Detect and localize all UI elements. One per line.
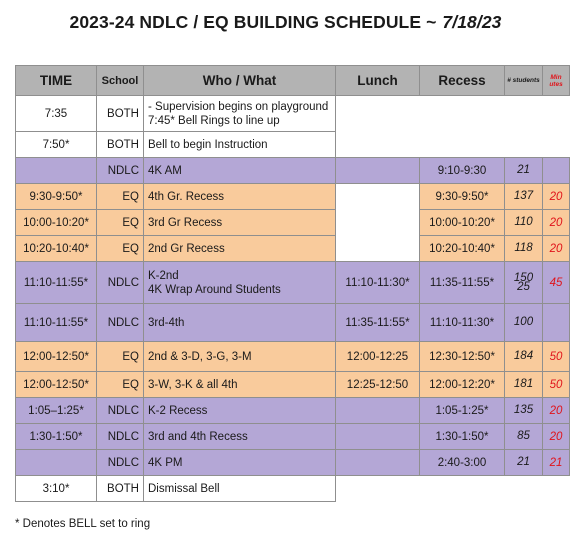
cell-lunch: 11:35-11:55* (336, 304, 420, 342)
header-time: TIME (16, 66, 97, 96)
cell-minutes: 20 (543, 210, 570, 236)
cell-lunch (336, 236, 420, 262)
cell-lunch: 12:00-12:25 (336, 342, 420, 372)
cell-school: BOTH (97, 96, 144, 132)
cell-minutes: 50 (543, 372, 570, 398)
cell-students: 137 (505, 184, 543, 210)
table-row (16, 424, 570, 450)
cell-recess: 9:10-9:30 (420, 158, 505, 184)
cell-school: NDLC (97, 262, 144, 304)
cell-time: 10:00-10:20* (16, 210, 97, 236)
cell-time: 12:00-12:50* (16, 342, 97, 372)
cell-time: 7:50* (16, 132, 97, 158)
cell-who-what: 3rd and 4th Recess (144, 424, 336, 450)
cell-who-what: 4th Gr. Recess (144, 184, 336, 210)
cell-who-what: Dismissal Bell (144, 476, 336, 502)
schedule-table (15, 65, 570, 502)
table-row (16, 304, 570, 342)
cell-lunch: 11:10-11:30* (336, 262, 420, 304)
cell-minutes: 20 (543, 236, 570, 262)
cell-minutes (543, 476, 570, 502)
cell-students (505, 476, 543, 502)
page-title (0, 12, 571, 33)
cell-school: EQ (97, 372, 144, 398)
cell-time: 7:35 (16, 96, 97, 132)
cell-students: 181 (505, 372, 543, 398)
footnote: * Denotes BELL set to ring (15, 518, 151, 530)
cell-recess: 1:05-1:25* (420, 398, 505, 424)
cell-who-what: Bell to begin Instruction (144, 132, 336, 158)
cell-school: BOTH (97, 476, 144, 502)
cell-recess: 12:00-12:20* (420, 372, 505, 398)
cell-minutes: 20 (543, 184, 570, 210)
table-row (16, 158, 570, 184)
cell-time: 1:05–1:25* (16, 398, 97, 424)
cell-students (505, 96, 543, 132)
cell-school: NDLC (97, 450, 144, 476)
header-students: # students (505, 66, 543, 96)
cell-time: 3:10* (16, 476, 97, 502)
cell-recess: 10:00-10:20* (420, 210, 505, 236)
cell-who-what: 3rd Gr Recess (144, 210, 336, 236)
table-row (16, 398, 570, 424)
cell-lunch (336, 398, 420, 424)
cell-time: 11:10-11:55* (16, 304, 97, 342)
cell-school: EQ (97, 236, 144, 262)
cell-recess (420, 132, 505, 158)
cell-recess: 11:10-11:30* (420, 304, 505, 342)
cell-lunch (336, 476, 420, 502)
cell-who-what: 4K AM (144, 158, 336, 184)
table-row (16, 450, 570, 476)
cell-minutes (543, 96, 570, 132)
cell-recess: 11:35-11:55* (420, 262, 505, 304)
table-row (16, 96, 570, 132)
cell-minutes (543, 304, 570, 342)
cell-school: EQ (97, 210, 144, 236)
header-minutes: Min utes (543, 66, 570, 96)
cell-school: NDLC (97, 398, 144, 424)
cell-students: 135 (505, 398, 543, 424)
cell-time: 9:30-9:50* (16, 184, 97, 210)
schedule-body (16, 96, 570, 502)
cell-time: 10:20-10:40* (16, 236, 97, 262)
cell-lunch (336, 158, 420, 184)
cell-who-what: 3-W, 3-K & all 4th (144, 372, 336, 398)
cell-students: 85 (505, 424, 543, 450)
cell-time (16, 158, 97, 184)
cell-recess (420, 476, 505, 502)
cell-recess: 12:30-12:50* (420, 342, 505, 372)
cell-school: NDLC (97, 424, 144, 450)
cell-students (505, 132, 543, 158)
title-main: 2023-24 NDLC / EQ BUILDING SCHEDULE ~ (69, 12, 437, 32)
cell-students: 21 (505, 450, 543, 476)
cell-school: NDLC (97, 304, 144, 342)
cell-lunch (336, 96, 420, 132)
cell-recess: 2:40-3:00 (420, 450, 505, 476)
table-row (16, 342, 570, 372)
cell-recess: 10:20-10:40* (420, 236, 505, 262)
cell-who-what: 4K PM (144, 450, 336, 476)
cell-who-what: 2nd & 3-D, 3-G, 3-M (144, 342, 336, 372)
cell-students: 21 (505, 158, 543, 184)
cell-lunch: 12:25-12:50 (336, 372, 420, 398)
cell-minutes: 20 (543, 398, 570, 424)
cell-who-what: - Supervision begins on playground 7:45* Bell Rings to line up (144, 96, 336, 132)
cell-school: NDLC (97, 158, 144, 184)
table-row (16, 476, 570, 502)
cell-time: 11:10-11:55* (16, 262, 97, 304)
table-row (16, 210, 570, 236)
cell-who-what: 3rd-4th (144, 304, 336, 342)
cell-lunch (336, 184, 420, 210)
cell-recess: 9:30-9:50* (420, 184, 505, 210)
cell-school: EQ (97, 342, 144, 372)
cell-students: 100 (505, 304, 543, 342)
table-row (16, 372, 570, 398)
cell-minutes: 50 (543, 342, 570, 372)
table-row (16, 184, 570, 210)
header-lunch: Lunch (336, 66, 420, 96)
cell-students: 118 (505, 236, 543, 262)
table-row (16, 262, 570, 304)
cell-who-what: 2nd Gr Recess (144, 236, 336, 262)
cell-time: 12:00-12:50* (16, 372, 97, 398)
title-date: 7/18/23 (442, 12, 502, 32)
header-who-what: Who / What (144, 66, 336, 96)
cell-students: 184 (505, 342, 543, 372)
table-row (16, 236, 570, 262)
cell-who-what: K-2nd 4K Wrap Around Students (144, 262, 336, 304)
cell-minutes (543, 132, 570, 158)
cell-minutes: 45 (543, 262, 570, 304)
cell-who-what: K-2 Recess (144, 398, 336, 424)
cell-students: 110 (505, 210, 543, 236)
cell-students: 150 25 (505, 262, 543, 304)
cell-lunch (336, 450, 420, 476)
cell-time: 1:30-1:50* (16, 424, 97, 450)
cell-lunch (336, 424, 420, 450)
header-recess: Recess (420, 66, 505, 96)
cell-lunch (336, 210, 420, 236)
cell-recess (420, 96, 505, 132)
cell-minutes: 21 (543, 450, 570, 476)
header-school: School (97, 66, 144, 96)
cell-school: BOTH (97, 132, 144, 158)
header-row (16, 66, 570, 96)
cell-minutes (543, 158, 570, 184)
cell-time (16, 450, 97, 476)
cell-recess: 1:30-1:50* (420, 424, 505, 450)
cell-lunch (336, 132, 420, 158)
cell-minutes: 20 (543, 424, 570, 450)
cell-school: EQ (97, 184, 144, 210)
table-row (16, 132, 570, 158)
